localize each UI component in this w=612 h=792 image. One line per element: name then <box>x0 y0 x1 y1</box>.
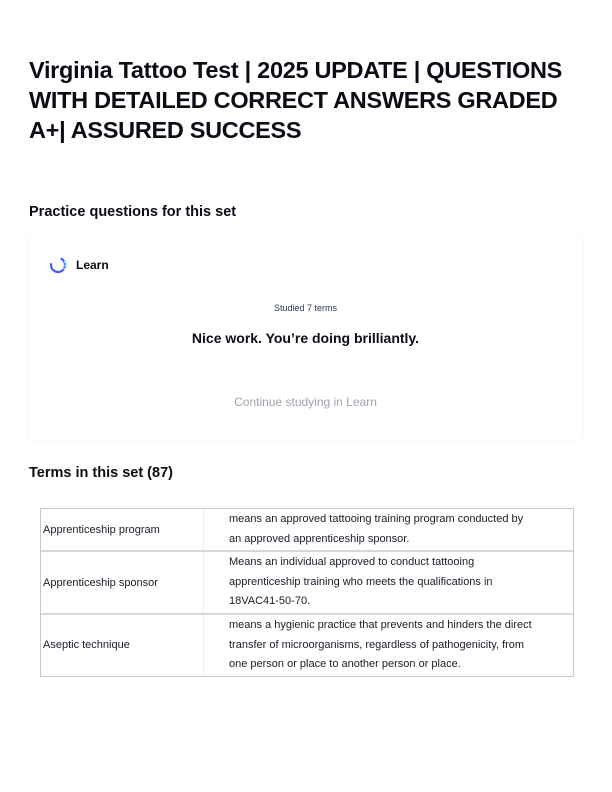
term-cell: Apprenticeship program <box>41 509 204 550</box>
learn-progress-icon <box>48 255 68 275</box>
document-title: Virginia Tattoo Test | 2025 UPDATE | QUESTIONS WITH DETAILED CORRECT ANSWERS GRADED A+| ASSURED SUCCESS <box>29 57 562 143</box>
table-row <box>41 552 573 615</box>
term-cell: Aseptic technique <box>41 615 204 676</box>
studied-count: Studied 7 terms <box>273 303 338 313</box>
learn-card <box>29 233 582 441</box>
learn-mode-link[interactable] <box>48 255 109 275</box>
terms-table <box>40 508 574 677</box>
praise-message: Nice work. You’re doing brilliantly. <box>191 330 420 346</box>
terms-heading: Terms in this set (87) <box>29 465 173 481</box>
table-row <box>41 615 573 676</box>
table-row <box>41 509 573 552</box>
definition-cell: means a hygienic practice that prevents and hinders the direct transfer of microorganisms, regardless of pathogenicity, from one person or place to another person or place. <box>229 618 532 671</box>
practice-questions-heading: Practice questions for this set <box>29 204 237 220</box>
continue-studying-link[interactable]: Continue studying in Learn <box>234 395 377 409</box>
definition-cell: means an approved tattooing training program conducted by an approved apprenticeship sponsor. <box>229 513 524 545</box>
term-cell: Apprenticeship sponsor <box>41 552 204 613</box>
definition-cell: Means an individual approved to conduct tattooing apprenticeship training who meets the qualifications in 18VAC41-50-70. <box>229 556 493 608</box>
learn-label: Learn <box>76 258 109 272</box>
